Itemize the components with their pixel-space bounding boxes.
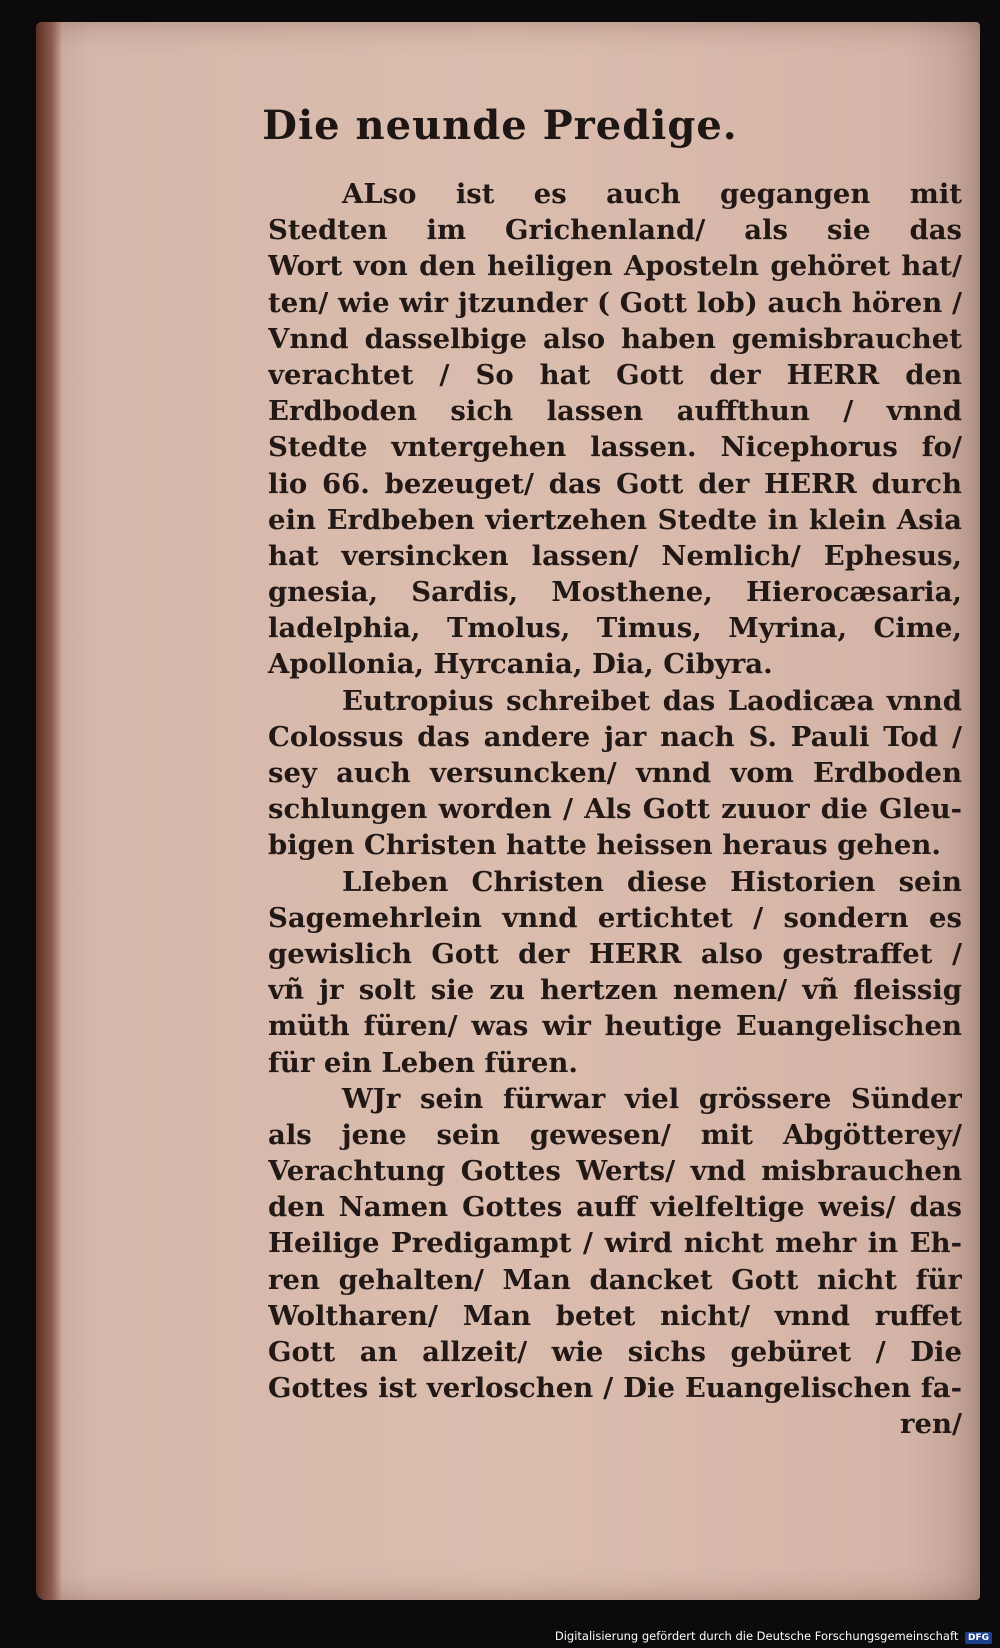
running-head: Die neunde Predige.: [262, 102, 738, 149]
text-line: ein Erdbeben viertzehen Stedte in klein Asia: [268, 503, 962, 536]
text-line: LIeben Christen diese Historien sein: [342, 865, 962, 898]
text-block: [268, 176, 962, 1443]
text-line: für ein Leben füren.: [268, 1046, 578, 1079]
text-line: Apollonia, Hyrcania, Dia, Cibyra.: [268, 648, 773, 681]
text-line: gnesia, Sardis, Mosthene, Hierocæsaria,: [268, 576, 962, 609]
catchword: ren/: [899, 1408, 962, 1441]
text-line: ten/ wie wir jtzunder ( Gott lob) auch hören /: [268, 286, 962, 319]
text-line: hat versincken lassen/ Nemlich/ Ephesus,: [268, 539, 962, 572]
text-line: Verachtung Gottes Werts/ vnd misbrauchen: [268, 1155, 962, 1188]
text-line: sey auch versuncken/ vnnd vom Erdboden: [268, 757, 962, 789]
text-line: bigen Christen hatte heissen heraus gehen.: [268, 829, 941, 862]
text-line: vñ jr solt sie zu hertzen nemen/ vñ fleissig: [268, 974, 962, 1007]
text-line: den Namen Gottes auff vielfeltige weis/ das: [268, 1191, 962, 1224]
text-line: Gott an allzeit/ wie sichs gebüret / Die: [268, 1336, 962, 1368]
text-line: ladelphia, Tmolus, Timus, Myrina, Cime,: [268, 612, 962, 645]
text-line: Gottes ist verloschen / Die Euangelischen fa-: [268, 1372, 962, 1405]
text-line: gewislich Gott der HERR also gestraffet /: [268, 937, 962, 970]
text-line: Heilige Predigampt / wird nicht mehr in Eh-: [268, 1227, 962, 1260]
text-line: als jene sein gewesen/ mit Abgötterey/: [268, 1118, 962, 1151]
dfg-logo: DFG: [965, 1632, 992, 1644]
text-line: schlungen worden / Als Gott zuuor die Gleu-: [268, 793, 962, 826]
page-gutter: [36, 22, 62, 1600]
text-line: ren gehalten/ Man dancket Gott nicht für: [268, 1263, 962, 1296]
text-line: Sagemehrlein vnnd ertichtet / sondern es: [268, 901, 962, 934]
text-line: Stedten im Grichenland/ als sie das: [268, 214, 962, 247]
text-line: Eutropius schreibet das Laodicæa vnnd: [342, 684, 962, 717]
text-line: verachtet / So hat Gott der HERR den: [268, 358, 962, 391]
credit-text: Digitalisierung gefördert durch die Deutsche Forschungsgemeinschaft: [554, 1629, 959, 1643]
digitization-credit: [555, 1629, 992, 1644]
text-line: Stedte vntergehen lassen. Nicephorus fo/: [268, 431, 962, 464]
text-line: Woltharen/ Man betet nicht/ vnnd ruffet: [268, 1299, 962, 1332]
text-line: Colossus das andere jar nach S. Pauli Tod /: [268, 720, 962, 753]
text-line: lio 66. bezeuget/ das Gott der HERR durch: [268, 467, 962, 500]
text-line: ALso ist es auch gegangen mit: [342, 178, 962, 210]
text-line: WJr sein fürwar viel grössere Sünder: [342, 1082, 962, 1115]
text-line: Vnnd dasselbige also haben gemisbrauchet: [268, 322, 962, 355]
text-line: Wort von den heiligen Aposteln gehöret hat/: [268, 250, 962, 283]
text-line: Erdboden sich lassen auffthun / vnnd: [268, 395, 962, 428]
text-line: müth füren/ was wir heutige Euangelischen: [268, 1010, 962, 1043]
